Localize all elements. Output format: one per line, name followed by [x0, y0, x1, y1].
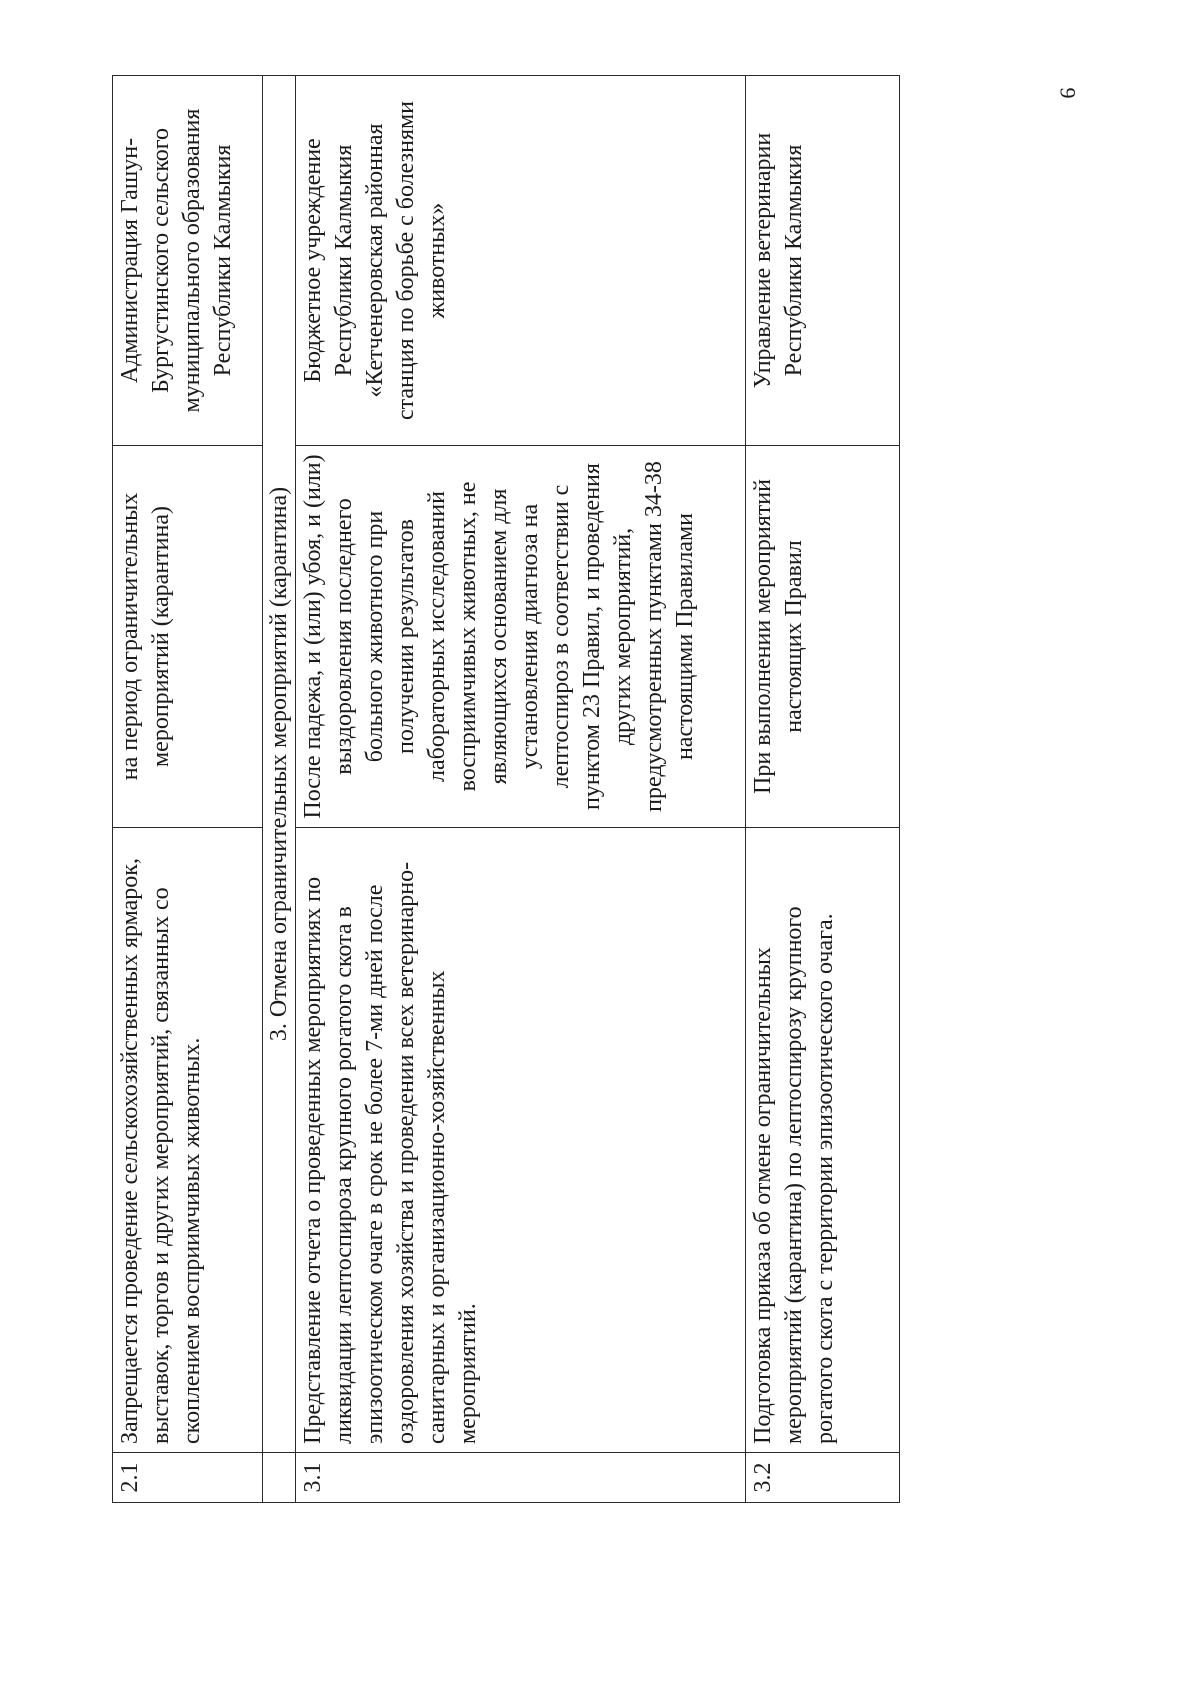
section-number-blank [263, 1453, 296, 1503]
responsible-cell: Управление ветеринарии Республики Калмыкия [746, 76, 900, 446]
term-cell: на период ограничительных мероприятий (карантина) [113, 446, 263, 828]
responsible-cell: Администрация Гашун-Бургустинского сельского муниципального образования Республики Калмыкия [113, 76, 263, 446]
term-cell: При выполнении мероприятий настоящих Правил [746, 446, 900, 828]
table-row [746, 76, 900, 1503]
action-cell: Запрещается проведение сельскохозяйственных ярмарок, выставок, торгов и других мероприятий, связанных со скоплением восприимчивых животных. [113, 828, 263, 1453]
row-number: 3.1 [296, 1453, 746, 1503]
row-number: 3.2 [746, 1453, 900, 1503]
action-cell: Подготовка приказа об отмене ограничительных мероприятий (карантина) по лептоспирозу крупного рогатого скота с территории эпизоотического очага. [746, 828, 900, 1453]
row-number: 2.1 [113, 1453, 263, 1503]
term-cell: После падежа, и (или) убоя, и (или) выздоровления последнего больного животного при получении результатов лабораторных исследований восприимчивых животных, не являющихся основанием для установления диагноза на лептоспироз в соответствии с пунктом 23 Правил, и проведения других мероприятий, предусмотренных пунктами 34-38 настоящими Правилами [296, 446, 746, 828]
responsible-cell: Бюджетное учреждение Республики Калмыкия «Кетченеровская районная станция по борьбе с болезнями животных» [296, 76, 746, 446]
table-row [296, 76, 746, 1503]
measures-table [112, 75, 900, 1503]
rotated-table-wrapper [112, 76, 898, 1503]
action-cell: Представление отчета о проведенных мероприятиях по ликвидации лептоспироза крупного рогатого скота в эпизоотическом очаге в срок не более 7-ми дней после оздоровления хозяйства и проведении всех ветеринарно-санитарных и организационно-хозяйственных мероприятий. [296, 828, 746, 1453]
section-title: 3. Отмена ограничительных мероприятий (карантина) [263, 76, 296, 1453]
section-header-row [263, 76, 296, 1503]
table-row [113, 76, 263, 1503]
page-number: 9 [1055, 87, 1081, 99]
